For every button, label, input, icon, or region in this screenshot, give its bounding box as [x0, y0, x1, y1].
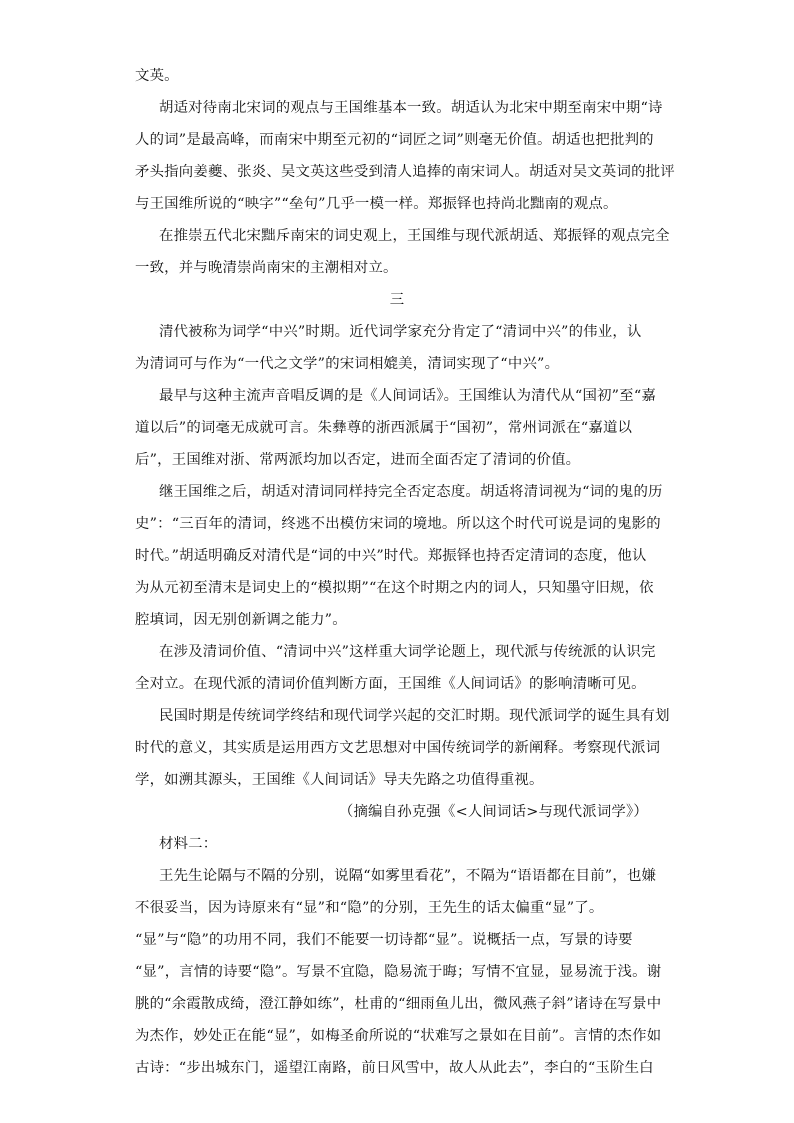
- text-line: 为杰作，妙处正在能“显”，如梅圣俞所说的“状难写之景如在目前”。言情的杰作如: [135, 1028, 662, 1044]
- material-heading: 材料二：: [159, 836, 218, 852]
- paragraph-line: 王先生论隔与不隔的分别，说隔“如雾里看花”，不隔为“语语都在目前”，也嫌: [159, 868, 657, 884]
- text-line: 人的词”是最高峰，而南宋中期至元初的“词匠之词”则毫无价值。胡适也把批判的: [135, 132, 654, 148]
- text-line: 时代的意义，其实质是运用西方文艺思想对中国传统词学的新阐释。考察现代派词: [135, 740, 661, 756]
- paragraph-line: 在涉及清词价值、“清词中兴”这样重大词学论题上，现代派与传统派的认识完: [159, 644, 656, 660]
- text-line: 古诗：“步出城东门，遥望江南路，前日风雪中，故人从此去”，李白的“玉阶生白: [135, 1060, 654, 1076]
- paragraph-line: 在推崇五代北宋黜斥南宋的词史观上，王国维与现代派胡适、郑振铎的观点完全: [159, 228, 670, 244]
- text-line: 为从元初至清末是词史上的“模拟期”“在这个时期之内的词人，只知墨守旧规，依: [135, 580, 654, 596]
- paragraph-line: 最早与这种主流声音唱反调的是《人间词话》。王国维认为清代从“国初”至“嘉: [159, 388, 656, 404]
- text-line: 时代。”胡适明确反对清代是“词的中兴”时代。郑振铎也持否定清词的态度，他认: [135, 548, 647, 564]
- section-number: 三: [389, 292, 405, 308]
- paragraph-line: 胡适对待南北宋词的观点与王国维基本一致。胡适认为北宋中期至南宋中期“诗: [159, 100, 663, 116]
- paragraph-line: 民国时期是传统词学终结和现代词学兴起的交汇时期。现代派词学的诞生具有划: [159, 708, 670, 724]
- source-citation: （摘编自孙克强《<人间词话>与现代派词学》）: [338, 804, 648, 820]
- text-line: 道以后”的词毫无成就可言。朱彝尊的浙西派属于“国初”，常州词派在“嘉道以: [135, 420, 633, 436]
- text-line: 文英。: [135, 68, 179, 84]
- text-line: 史”：“三百年的清词，终逃不出模仿宋词的境地。所以这个时代可说是词的鬼影的: [135, 516, 661, 532]
- text-line: 学，如溯其源头，王国维《人间词话》导夫先路之功值得重视。: [135, 772, 544, 788]
- text-line: 为清词可与作为“一代之文学”的宋词相媲美，清词实现了“中兴”。: [135, 356, 560, 372]
- text-line: 朓的“余霞散成绮，澄江静如练”，杜甫的“细雨鱼儿出，微风燕子斜”诸诗在写景中: [135, 996, 662, 1012]
- paragraph-line: 继王国维之后，胡适对清词同样持完全否定态度。胡适将清词视为“词的鬼的历: [159, 484, 663, 500]
- text-line: 不很妥当，因为诗原来有“显”和“隐”的分别，王先生的话太偏重“显”了。: [135, 900, 604, 916]
- text-line: 矛头指向姜夔、张炎、吴文英这些受到清人追捧的南宋词人。胡适对吴文英词的批评: [135, 164, 675, 180]
- paragraph-line: 清代被称为词学“中兴”时期。近代词学家充分肯定了“清词中兴”的伟业，认: [159, 324, 642, 340]
- text-line: “显”与“隐”的功用不同，我们不能要一切诗都“显”。说概括一点，写景的诗要: [135, 932, 633, 948]
- text-line: 腔填词，因无别创新调之能力”。: [135, 612, 347, 628]
- text-line: 后”，王国维对浙、常两派均加以否定，进而全面否定了清词的价值。: [135, 452, 581, 468]
- text-line: 一致，并与晚清崇尚南宋的主潮相对立。: [135, 260, 398, 276]
- text-line: 与王国维所说的“映字”“垒句”几乎一模一样。郑振铎也持尚北黜南的观点。: [135, 196, 618, 212]
- text-line: “显”，言情的诗要“隐”。写景不宜隐，隐易流于晦；写情不宜显，显易流于浅。谢: [135, 964, 662, 980]
- text-line: 全对立。在现代派的清词价值判断方面，王国维《人间词话》的影响清晰可见。: [135, 676, 646, 692]
